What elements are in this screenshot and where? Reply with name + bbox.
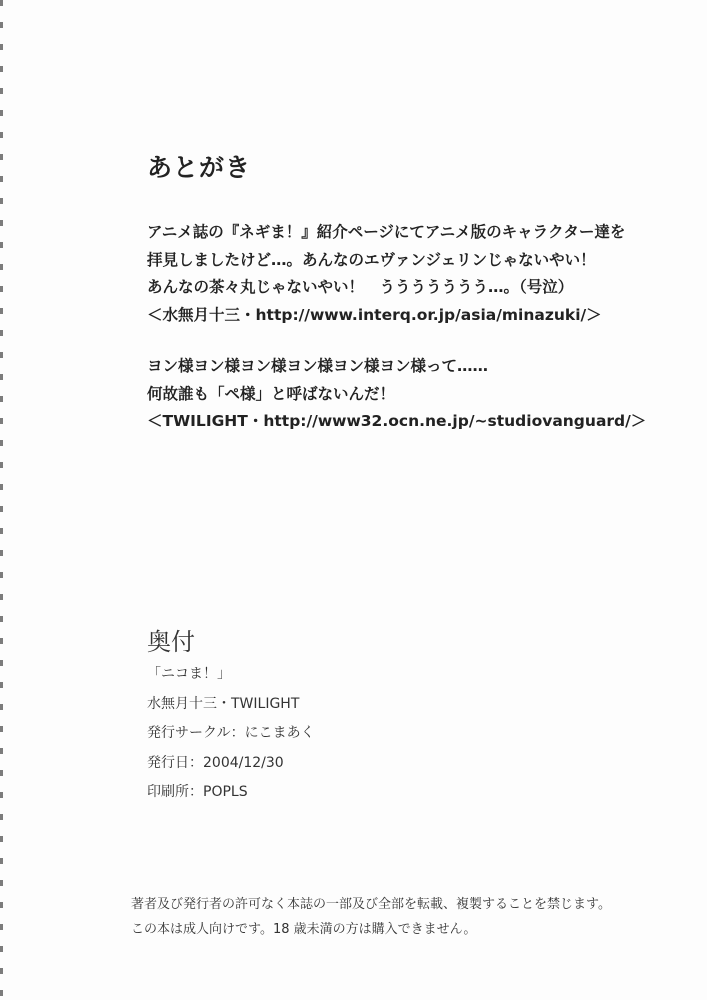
copyright-notice: [131, 892, 611, 942]
colophon-title: 「ニコま！」: [147, 666, 231, 682]
colophon-authors: 水無月十三・TWILIGHT: [147, 695, 300, 712]
afterword-line: あんなの茶々丸じゃないやい！ ううううううう…。（号泣）: [147, 278, 574, 296]
colophon-heading: 奥付: [147, 628, 195, 656]
colophon-printer: 印刷所：POPLS: [147, 784, 248, 800]
colophon-date: 発行日：2004/12/30: [147, 754, 284, 771]
afterword-paragraph-1: [147, 219, 625, 329]
afterword-paragraph-2: [147, 353, 646, 436]
binding-edge-marks: [0, 0, 3, 1000]
afterword-heading: あとがき: [147, 153, 252, 182]
colophon-list: [147, 660, 315, 808]
afterword-line: 拝見しましたけど…。あんなのエヴァンジェリンじゃないやい！: [147, 250, 596, 269]
afterword-line: ヨン様ヨン様ヨン様ヨン様ヨン様ヨン様って……: [147, 357, 489, 375]
afterword-signature-line: ＜TWILIGHT・http://www32.ocn.ne.jp/~studiovanguard/＞: [147, 412, 647, 430]
colophon-circle: 発行サークル：にこまあく: [147, 725, 315, 741]
afterword-signature-line: ＜水無月十三・http://www.interq.or.jp/asia/minazuki/＞: [147, 305, 602, 324]
afterword-line: アニメ誌の『ネギま！』紹介ページにてアニメ版のキャラクター達を: [147, 223, 626, 241]
notice-line: 著者及び発行者の許可なく本誌の一部及び全部を転載、複製することを禁じます。: [131, 897, 611, 912]
afterword-line: 何故誰も「ペ様」と呼ばないんだ！: [147, 384, 396, 403]
notice-line: この本は成人向けです。18 歳未満の方は購入できません。: [131, 922, 477, 937]
